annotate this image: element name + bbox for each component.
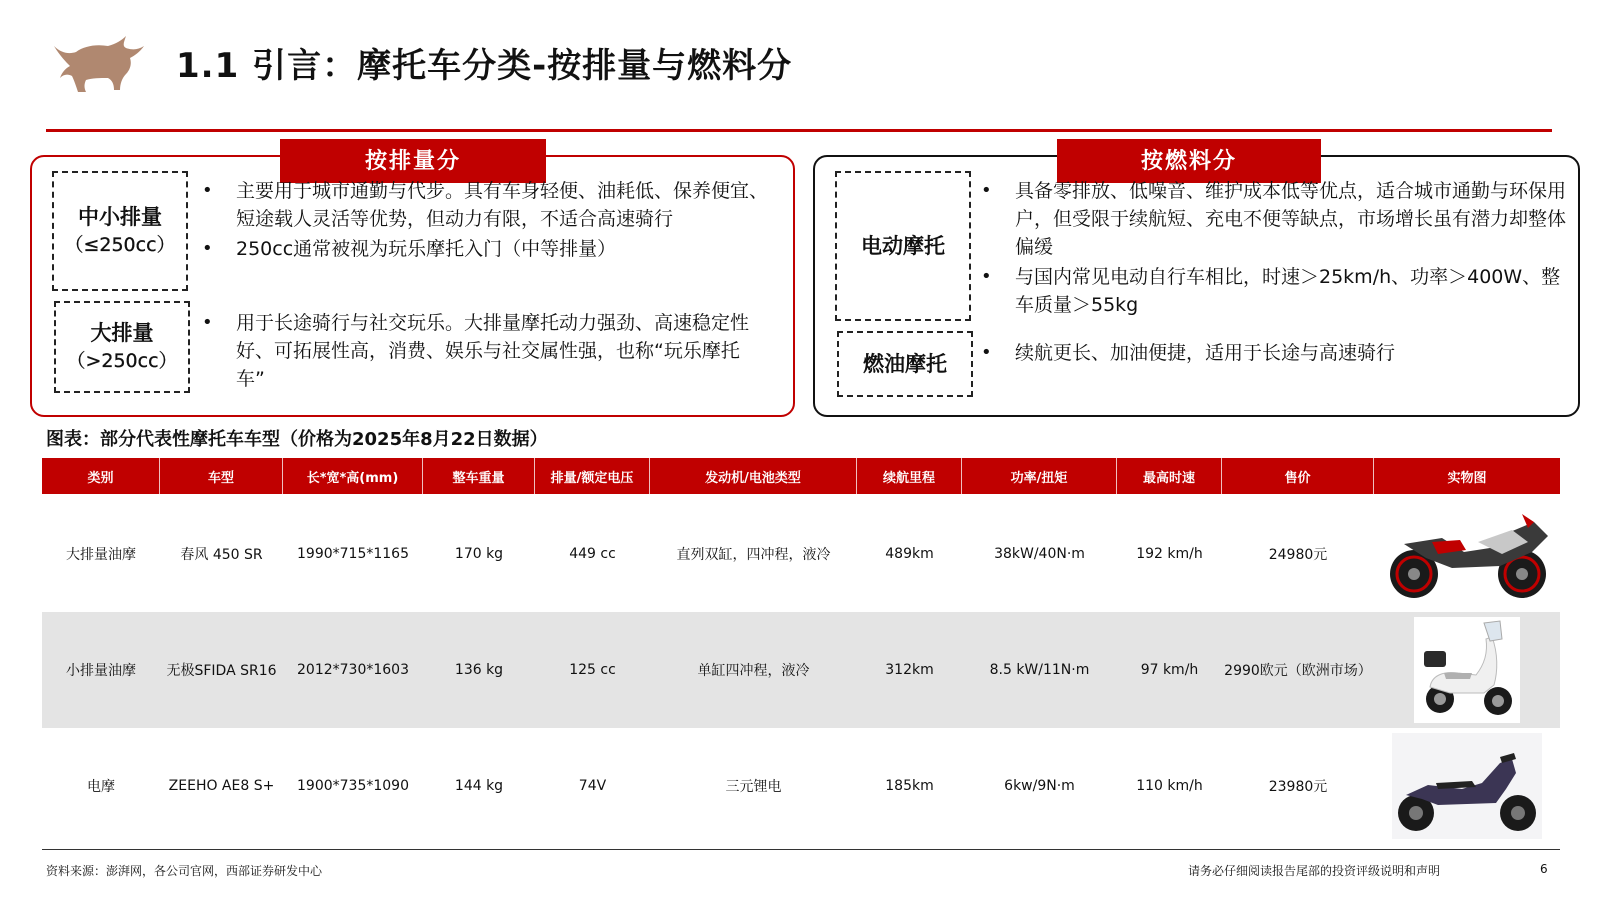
category-name: 燃油摩托 [863, 352, 947, 376]
column-header: 长*宽*高(mm) [283, 458, 423, 494]
cell-displacement: 449 cc [569, 546, 616, 562]
cell-category: 大排量油摩 [66, 547, 136, 563]
category-box-fuel [837, 331, 973, 397]
cell-model: 春风 450 SR [180, 547, 263, 563]
sport-motorcycle-image [1382, 502, 1552, 606]
cell-dimensions: 1900*735*1090 [297, 778, 409, 794]
bullet-item: • 250cc通常被视为玩乐摩托入门（中等排量） [202, 235, 782, 263]
page-number: 6 [1540, 862, 1548, 876]
column-header: 功率/扭矩 [962, 458, 1117, 494]
cell-top-speed: 97 km/h [1140, 662, 1199, 678]
cell-photo [1374, 728, 1560, 844]
category-name: 电动摩托 [861, 234, 945, 258]
displacement-panel-header: 按排量分 [280, 139, 546, 183]
category-name: 大排量 [90, 321, 154, 345]
cell-range: 489km [885, 546, 934, 562]
table-caption: 图表：部分代表性摩托车车型（价格为2025年8月22日数据） [46, 429, 548, 450]
category-sub: （≤250cc） [64, 234, 176, 256]
category-box-large [54, 301, 190, 393]
cell-price: 2990欧元（欧洲市场） [1224, 663, 1372, 679]
column-header: 排量/额定电压 [535, 458, 650, 494]
category-box-small [52, 171, 188, 291]
page-title: 1.1 引言：摩托车分类-按排量与燃料分 [176, 46, 793, 86]
column-header: 发动机/电池类型 [650, 458, 857, 494]
bullet-list-small [202, 177, 782, 265]
cell-top-speed: 192 km/h [1136, 546, 1203, 562]
cell-price: 24980元 [1268, 547, 1328, 563]
bullet-list-electric [981, 177, 1575, 321]
cell-displacement: 74V [578, 778, 607, 794]
electric-motorcycle-image [1392, 733, 1542, 839]
cell-weight: 170 kg [454, 546, 504, 562]
column-header: 车型 [160, 458, 283, 494]
fuel-panel [813, 149, 1580, 417]
column-header: 最高时速 [1117, 458, 1222, 494]
table-header [42, 458, 1560, 494]
cell-engine: 三元锂电 [725, 779, 782, 795]
disclaimer-note: 请务必仔细阅读报告尾部的投资评级说明和声明 [1188, 864, 1441, 878]
footer-divider [42, 849, 1560, 850]
cell-displacement: 125 cc [569, 662, 616, 678]
bullet-list-fuel [981, 339, 1575, 369]
table-row [42, 612, 1560, 728]
column-header: 类别 [42, 458, 160, 494]
title-divider [46, 129, 1552, 132]
source-note: 资料来源：澎湃网，各公司官网，西部证券研发中心 [46, 864, 323, 878]
bullet-item: • 续航更长、加油便捷，适用于长途与高速骑行 [981, 339, 1575, 367]
bullet-list-large [202, 309, 762, 395]
bullet-item: • 用于长途骑行与社交玩乐。大排量摩托动力强劲、高速稳定性好、可拓展性高，消费、娱乐与社交属性强，也称“玩乐摩托车” [202, 309, 762, 393]
cell-dimensions: 2012*730*1603 [297, 662, 409, 678]
cell-range: 312km [885, 662, 934, 678]
cell-photo [1374, 612, 1560, 728]
cell-engine: 单缸四冲程，液冷 [697, 663, 810, 679]
cell-weight: 144 kg [454, 778, 504, 794]
cell-dimensions: 1990*715*1165 [297, 546, 409, 562]
table-row [42, 728, 1560, 844]
column-header: 售价 [1222, 458, 1374, 494]
column-header: 整车重量 [423, 458, 535, 494]
cell-power: 8.5 kW/11N·m [989, 662, 1090, 678]
category-box-electric [835, 171, 971, 321]
fuel-panel-header: 按燃料分 [1057, 139, 1321, 183]
cell-category: 小排量油摩 [66, 663, 136, 679]
category-name: 中小排量 [78, 205, 162, 229]
cell-model: 无极SFIDA SR16 [166, 663, 277, 679]
cell-range: 185km [885, 778, 934, 794]
table-row [42, 496, 1560, 612]
displacement-panel [30, 149, 795, 417]
cell-model: ZEEHO AE8 S+ [168, 778, 275, 794]
column-header: 续航里程 [857, 458, 962, 494]
scooter-image [1414, 617, 1520, 723]
cell-category: 电摩 [87, 779, 115, 795]
cell-engine: 直列双缸，四冲程，液冷 [676, 547, 831, 563]
bullet-item: • 具备零排放、低噪音、维护成本低等优点，适合城市通勤与环保用户，但受限于续航短、充电不便等缺点，市场增长虽有潜力却整体偏缓 [981, 177, 1575, 261]
cell-power: 38kW/40N·m [994, 546, 1085, 562]
bullet-item: • 与国内常见电动自行车相比，时速＞25km/h、功率＞400W、整车质量＞55kg [981, 263, 1575, 319]
cell-top-speed: 110 km/h [1136, 778, 1203, 794]
category-sub: （>250cc） [66, 350, 178, 372]
cell-photo [1374, 496, 1560, 612]
cell-price: 23980元 [1268, 779, 1328, 795]
bull-logo [50, 32, 148, 94]
column-header: 实物图 [1447, 470, 1487, 486]
cell-weight: 136 kg [454, 662, 504, 678]
bullet-item: • 主要用于城市通勤与代步。具有车身轻便、油耗低、保养便宜、短途载人灵活等优势，但动力有限，不适合高速骑行 [202, 177, 782, 233]
cell-power: 6kw/9N·m [1004, 778, 1075, 794]
